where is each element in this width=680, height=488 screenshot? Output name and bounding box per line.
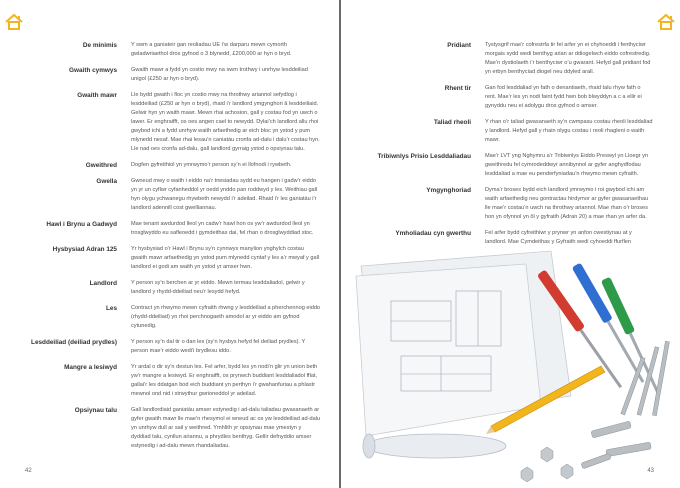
glossary-entry [0,161,339,170]
glossary-definition: Mae tenant awdurdod lleol yn cadw’r hawl hon os yw’r awdurdod lleol yn trosglwyddo eu safleoedd i gymdeithas dai, fel rhan o drosglwyddiad stoc. [131,221,314,236]
glossary-definition: Lle bydd gwaith i floc yn costio mwy na throthwy ariannol sefydlog i lesddeiliad (£250 ar hyn o bryd), rhaid i’r landlord ymgynghori â lesddeiliaid. Gelwir hyn yn waith mawr. Mewn rhai achosion, gall y costau fod yn uwch o lawer. Er enghraifft, os oes angen cael to newydd. Dylai’ch landlord allu rhoi gwybod ichi a fydd unrhyw waith arfaethedig ar eich bloc yn ystod y pum mlynedd nesaf. Mae rhai lesau’n caniatáu cronfa ad-dalu i dalu’r costau hyn. Lle nad oes cronfa ad-dalu, gall landlord gyrraig ystod o opsiynau talu. [131,92,320,152]
glossary-definition: Y rhan o’r taliad gwasanaeth sy’n cwmpasu costau rheoli lesddaliad y landlord. Hefyd gall y rhain olygu costau i reoli rhagleni o waith mawr. [485,119,653,143]
glossary-term: Gwaith cymwys [69,67,117,74]
glossary-term: Gweithred [85,162,117,169]
glossary-term: Tribiwnlys Prisio Lesddaliadau [377,153,471,160]
tools-illustration [341,246,680,488]
glossary-term: Ymgynghoriad [426,187,471,194]
glossary-term: Lesddeiliad (deiliad prydles) [31,339,117,346]
glossary-term: De minimis [82,42,117,49]
glossary-definition: Y person sy’n dal tir o dan les (sy’n hysbys hefyd fel deiliad prydles). Y person mae’r eiddo wedi’i brydlesu iddo. [131,339,306,354]
glossary-entry [341,152,680,179]
glossary-entry [0,304,339,331]
page-number: 43 [647,468,654,474]
glossary-term: Mangre a lesiwyd [64,364,117,371]
glossary-definition: Mae’r LVT yng Nghymru a’r Tribiwnlys Eiddo Preswyl yn Lloegr yn gweithredu fel cymrodeddwyr annibynnol ar gyfer anghydfodau lesddaliad a mae eu penderfyniadau’n rhwymo mewn cyfraith. [485,153,649,177]
glossary-entry [341,186,680,222]
glossary-definition: Gwneud mwy o waith i eiddo na’r trwsiadau sydd eu hangen i gadw’r eiddo yn yr un cyflwr cyfanheddol yr oedd ynddo pan roddwyd y les. Weithiau gall hyn olygu ychwanegu rhywbeth newydd i’r adeilad. Rhaid i’r les ganiatáu i’r landlord adennill cost gwelliannau. [131,178,318,211]
glossary-term: Les [105,305,117,312]
glossary-list [341,41,680,274]
glossary-term: Hysbysiad Adran 125 [52,246,117,253]
glossary-term: Landlord [89,280,117,287]
glossary-entry [0,245,339,272]
glossary-definition: Fel arfer bydd cyfreithiwr y prynwr yn anfon cwestiynau at y landlord. Mae Cymdeithas y Gyfraith wedi cyhoeddi ffurflen [485,230,632,245]
glossary-entry [341,84,680,111]
glossary-entry [0,66,339,84]
glossary-entry [341,118,680,145]
glossary-term: Gwaith mawr [77,92,117,99]
house-icon [5,14,23,30]
glossary-definition: Yr hysbysiad o’r Hawl i Brynu sy’n cynnwys manylion ynghylch costau gwaith mawr arfaethedig yn ystod pum mlynedd cyntaf y les a’r mwyaf y gall landlord ei godi am waith yn ystod yr amser hwn. [131,246,320,270]
glossary-entry [0,279,339,297]
glossary-entry [0,91,339,154]
left-page [0,0,339,488]
glossary-term: Pridiant [447,42,471,49]
right-page [341,0,680,488]
glossary-term: Rhent tir [444,85,471,92]
glossary-definition: Gan fod lesddaliad yn fath o denantiaeth, rhaid talu rhyw fath o rent. Mae’r les yn nodi faint fydd hwn bob blwyddyn a c a ellir ei gynyddu neu ei adolygu dros gyfnod o amser. [485,85,642,109]
glossary-list [0,41,339,451]
glossary-definition: Gall landlordiaid ganiatáu amser estynedig i ad-dalu taliadau gwasanaeth ar gyfer gwaith mawr lle mae’n rhesymol ei wneud ac os yw lesddeiliad ad-dalu yn unrhyw dull ar sail y weithred. Ymhlith yr opsiynau mae ymestyn y dyddiad talu, cynllun ariannu, a phrydles benthyg. Gellir defnyddio amser estynedig i ad-dalu mewn rhandaliadau. [131,407,321,449]
glossary-definition: Dyma’r broses bydd eich landlord ymrwymo i roi gwybod ichi am waith arfaethedig neu gontractau hirdymor ar gyfer gwasanaethau lle mae’r costau’n uwch na throthwy ariannol. Mae rhan o’r broses hon yn ofynnol yn ôl y gyfraith (Adran 20) a mae rhan yn arfer da. [485,187,649,220]
glossary-entry [0,220,339,238]
glossary-definition: Y person sy’n berchen ar yr eiddo. Mewn termau lesddaliadol, gelwir y landlord y rhydd-ddeiliad neu’r lesydd hefyd. [131,280,305,295]
glossary-entry [0,363,339,399]
glossary-definition: Y swm a ganiateir gan reoliadau UE i’w darparu mewn cymorth gwladwriaethol dros gyfnod o 3 blynedd, £200,000 ar hyn o bryd. [131,42,292,57]
glossary-entry [0,406,339,451]
glossary-term: Ymholiadau cyn gwerthu [395,230,471,237]
glossary-term: Taliad rheoli [433,119,471,126]
house-icon [657,14,675,30]
glossary-definition: Tystysgrif mae’r cofrestrfa tir fel arfer yn ei chyhoeddi i fenthyciwr morgais sydd wedi benthyg arian ar ddiogelwch eiddo cofrestredig. Mae’n dystiolaeth i’r benthyciwr o’u gwarant. Hefyd gall pridiant fod yn erbyn benthyciad diogel neu ddyled arall. [485,42,651,75]
glossary-term: Opsiynau talu [74,407,117,414]
glossary-definition: Contract yn rhwymo mewn cyfraith rhwng y lesddeiliad a pherchennog eiddo (rhydd-ddeiliad) yn rhoi perchnogaeth amodol ar yr eiddo am gyfnod cytunedig. [131,305,321,329]
glossary-entry [341,41,680,77]
glossary-term: Gwella [96,178,117,185]
glossary-entry [0,41,339,59]
glossary-definition: Dogfen gyfreithiol yn ymrwymo’r person sy’n ei llofnodi i rywbeth. [131,162,292,168]
glossary-entry [0,338,339,356]
glossary-definition: Yr ardal o dir sy’n destun les. Fel arfer, bydd les yn nodi’n glir yn union beth yw’r mangre a lesiwyd. Er enghraifft, os prynwch buddiant lesddaliadol fflat, gallai’r les ddatgan bod eich buddiant yn perthyn i’r gwahanfuriau a phlastr mewnol ond nid i strwythur gwrioneddol yr adeilad. [131,364,318,397]
page-number: 42 [25,468,32,474]
glossary-definition: Gwaith mawr a fydd yn costio mwy na swm trothwy i unrhyw lesddeiliad unigol (£250 ar hyn o bryd). [131,67,308,82]
glossary-term: Hawl i Brynu a Gadwyd [46,221,117,228]
glossary-entry [0,177,339,213]
